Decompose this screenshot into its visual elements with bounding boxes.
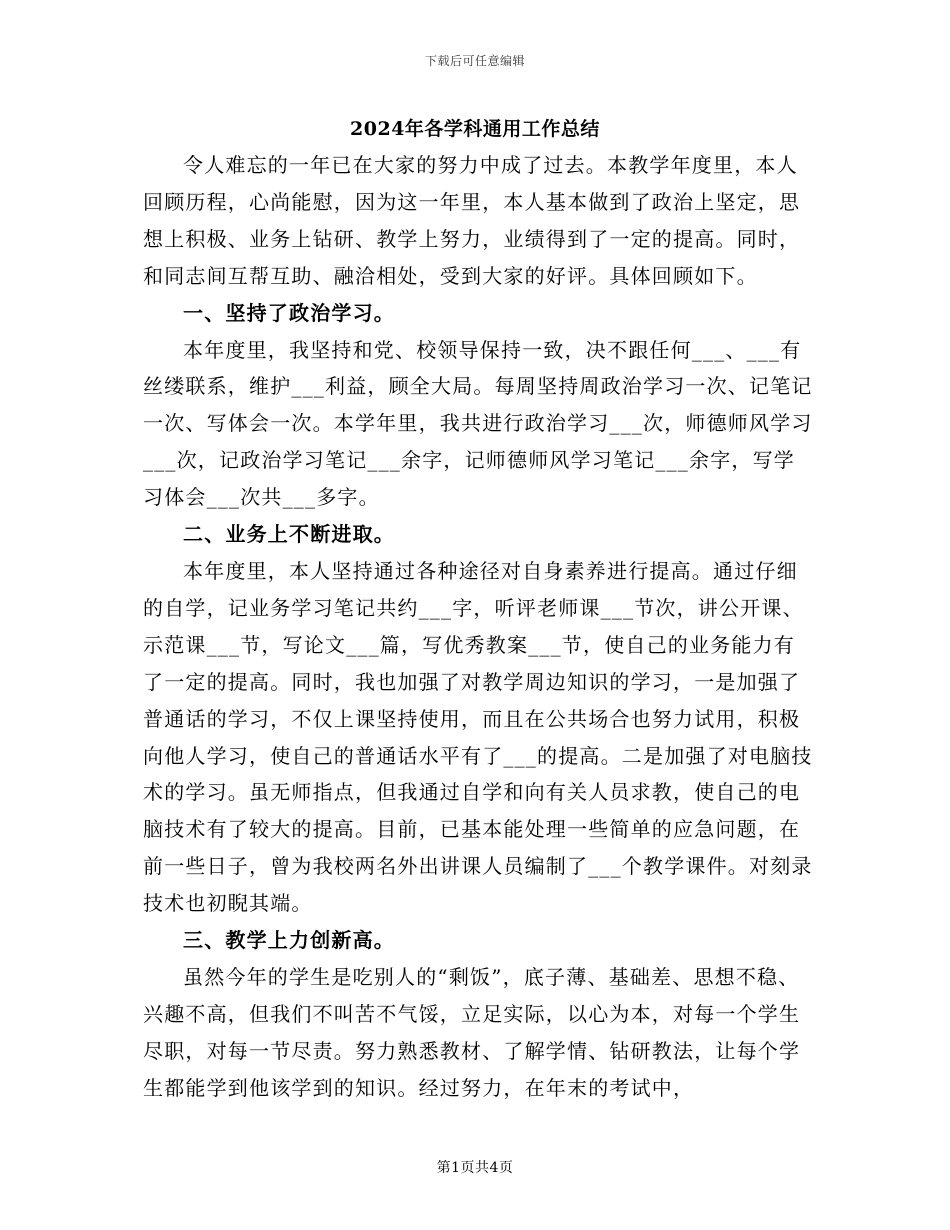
section-heading-business: 二、业务上不断进取。: [183, 522, 395, 547]
section-heading-politics: 一、坚持了政治学习。: [183, 300, 395, 325]
page-number-footer: 第1页共4页: [436, 1160, 514, 1176]
paragraph-politics: 本年度里，我坚持和党、校领导保持一致，决不跟任何___、___有丝缕联系，维护___利益，顾全大局。每周坚持周政治学习一次、记笔记一次、写体会一次。本学年里，我共进行政治学习___次，师德师风学习___次，记政治学习笔记___余字，记师德师风学习笔记___余字，写学习体会___次共___多字。: [143, 337, 813, 510]
paragraph-teaching: 虽然今年的学生是吃别人的“剩饭”，底子薄、基础差、思想不稳、兴趣不高，但我们不叫苦不气馁，立足实际，以心为本，对每一个学生尽职，对每一节尽责。努力熟悉教材、了解学情、钻研教法，让每个学生都能学到他该学到的知识。经过努力，在年末的考试中，: [143, 964, 801, 1100]
document-title: 2024年各学科通用工作总结: [350, 118, 600, 140]
section-heading-teaching: 三、教学上力创新高。: [183, 928, 395, 953]
page-header-note: 下载后可任意编辑: [424, 54, 525, 68]
intro-paragraph: 令人难忘的一年已在大家的努力中成了过去。本教学年度里，本人回顾历程，心尚能慰，因为这一年里，本人基本做到了政治上坚定，思想上积极、业务上钻研、教学上努力，业绩得到了一定的提高。同时，和同志间互帮互助、融洽相处，受到大家的好评。具体回顾如下。: [143, 153, 801, 288]
document-body: [143, 147, 815, 1107]
paragraph-business: 本年度里，本人坚持通过各种途径对自身素养进行提高。通过仔细的自学，记业务学习笔记共约___字，听评老师课___节次，讲公开课、示范课___节，写论文___篇，写优秀教案___节，使自己的业务能力有了一定的提高。同时，我也加强了对教学周边知识的学习，一是加强了普通话的学习，不仅上课坚持使用，而且在公共场合也努力试用，积极向他人学习，使自己的普通话水平有了___的提高。二是加强了对电脑技术的学习。虽无师指点，但我通过自学和向有关人员求教，使自己的电脑技术有了较大的提高。目前，已基本能处理一些简单的应急问题，在前一些日子，曾为我校两名外出讲课人员编制了___个教学课件。对刻录技术也初睨其端。: [143, 558, 813, 916]
